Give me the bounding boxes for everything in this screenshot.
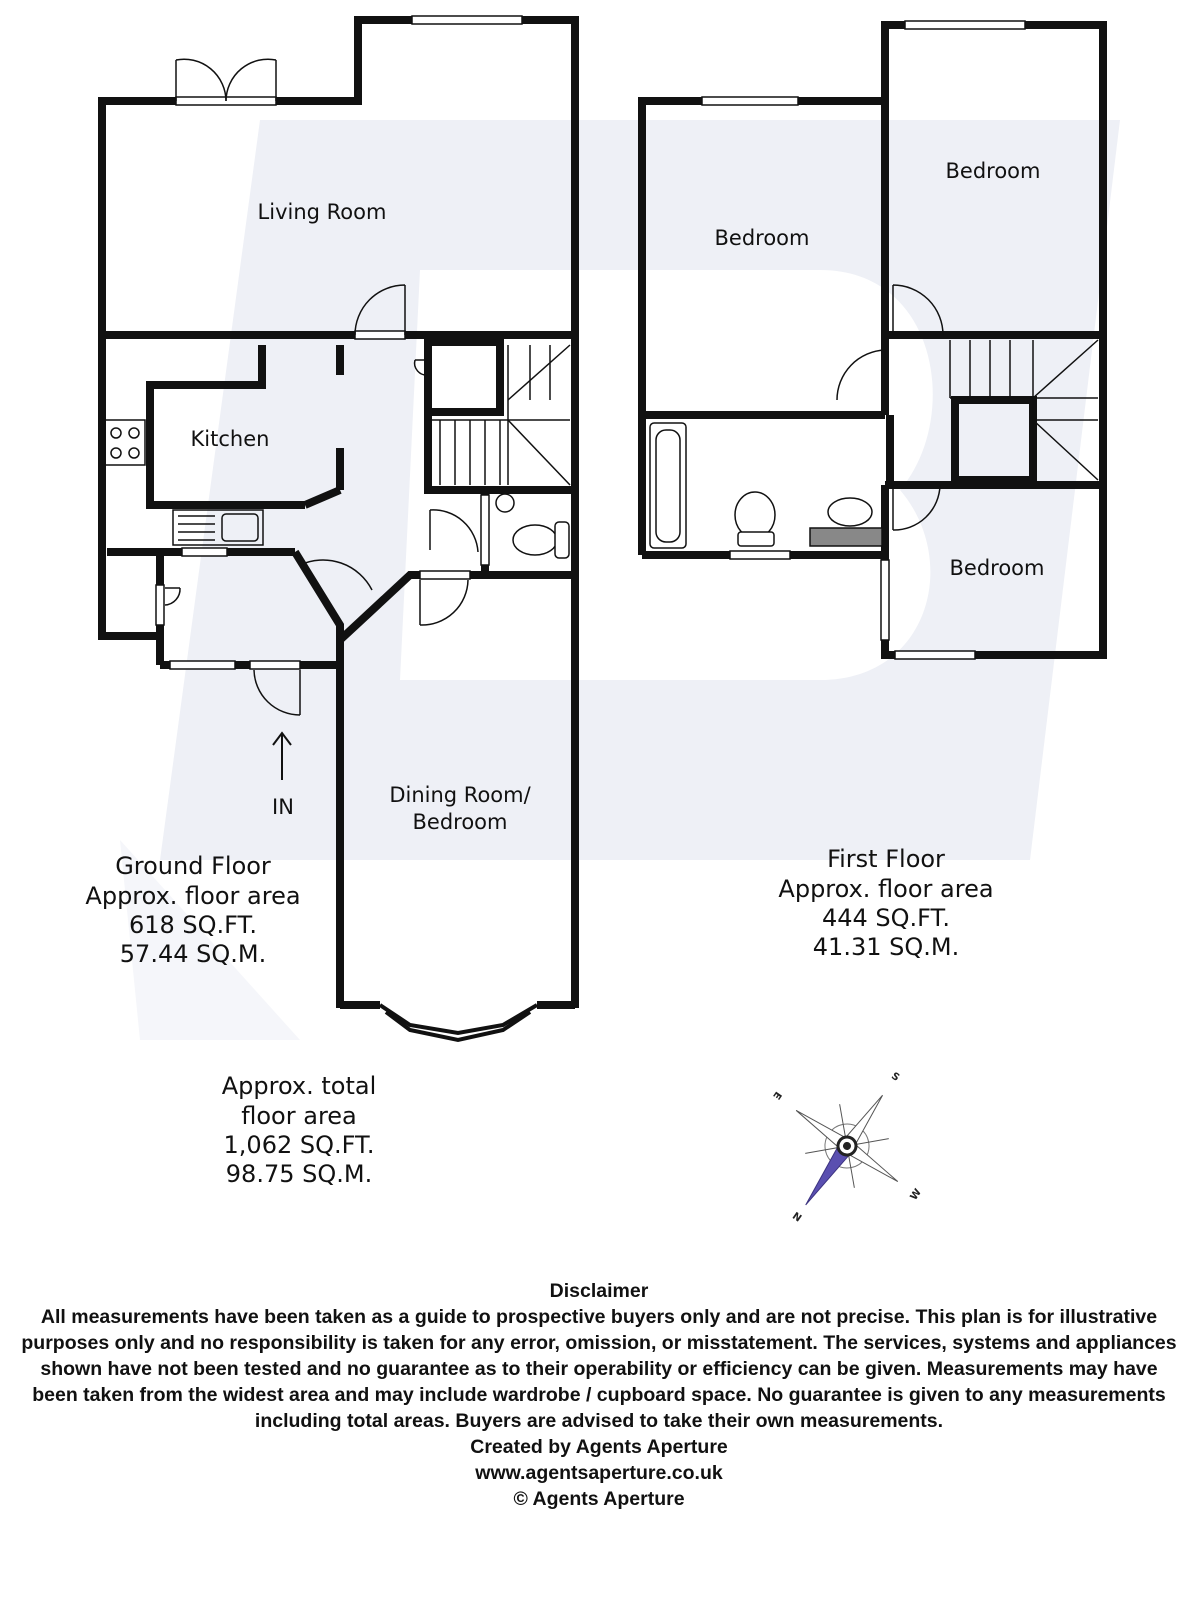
created-by: Created by Agents Aperture <box>470 1436 728 1458</box>
first-floor-area-label: Approx. floor area <box>778 875 994 903</box>
total-sqm: 98.75 SQ.M. <box>225 1160 373 1188</box>
copyright: © Agents Aperture <box>513 1488 685 1510</box>
compass-rose-icon <box>755 1060 933 1241</box>
website-link[interactable]: www.agentsaperture.co.uk <box>475 1462 723 1484</box>
ground-floor-sqm: 57.44 SQ.M. <box>119 940 267 968</box>
total-line2: floor area <box>241 1102 357 1130</box>
bedroom-rear-label: Bedroom <box>945 159 1041 183</box>
first-floor-sqm: 41.31 SQ.M. <box>812 933 960 961</box>
disclaimer <box>20 1278 1178 1512</box>
compass-s: S <box>889 1070 902 1084</box>
entrance-label: IN <box>272 795 294 819</box>
bedroom-small-label: Bedroom <box>949 556 1045 580</box>
ground-floor-area <box>85 852 300 968</box>
total-line1: Approx. total <box>221 1072 377 1100</box>
bathroom-fittings <box>650 423 882 548</box>
compass-w: W <box>908 1187 924 1203</box>
kitchen-label: Kitchen <box>190 427 270 451</box>
ground-floor-title: Ground Floor <box>115 852 271 880</box>
compass-e: E <box>770 1089 784 1102</box>
bay-window <box>380 1005 537 1040</box>
ground-floor-sqft: 618 SQ.FT. <box>128 911 258 939</box>
first-floor-sqft: 444 SQ.FT. <box>821 904 951 932</box>
ground-floor-area-label: Approx. floor area <box>85 882 301 910</box>
first-floor-title: First Floor <box>827 845 945 873</box>
first-floor-area <box>778 845 993 961</box>
wc-icon <box>496 494 569 558</box>
compass-n: N <box>791 1208 805 1223</box>
dining-room-label: Dining Room/ <box>389 783 531 807</box>
dining-room-label-2: Bedroom <box>412 810 508 834</box>
bedroom-front-label: Bedroom <box>714 226 810 250</box>
total-area <box>222 1072 377 1188</box>
total-sqft: 1,062 SQ.FT. <box>223 1131 375 1159</box>
disclaimer-body: All measurements have been taken as a guide to prospective buyers only and are not precise. This plan is for illustrative purposes only and no responsibility is taken for any error, omission, or misstatement. The services, systems and appliances shown have not been tested and no guarantee as to their operability or efficiency can be given. Measurements may have been taken from the widest area and may include wardrobe / cupboard space. No guarantee is given to any measurements including total areas. Buyers are advised to take their own measurements. <box>21 1306 1177 1432</box>
kitchen-hob-icon <box>105 420 145 465</box>
disclaimer-heading: Disclaimer <box>549 1280 649 1302</box>
living-room-label: Living Room <box>257 200 387 224</box>
